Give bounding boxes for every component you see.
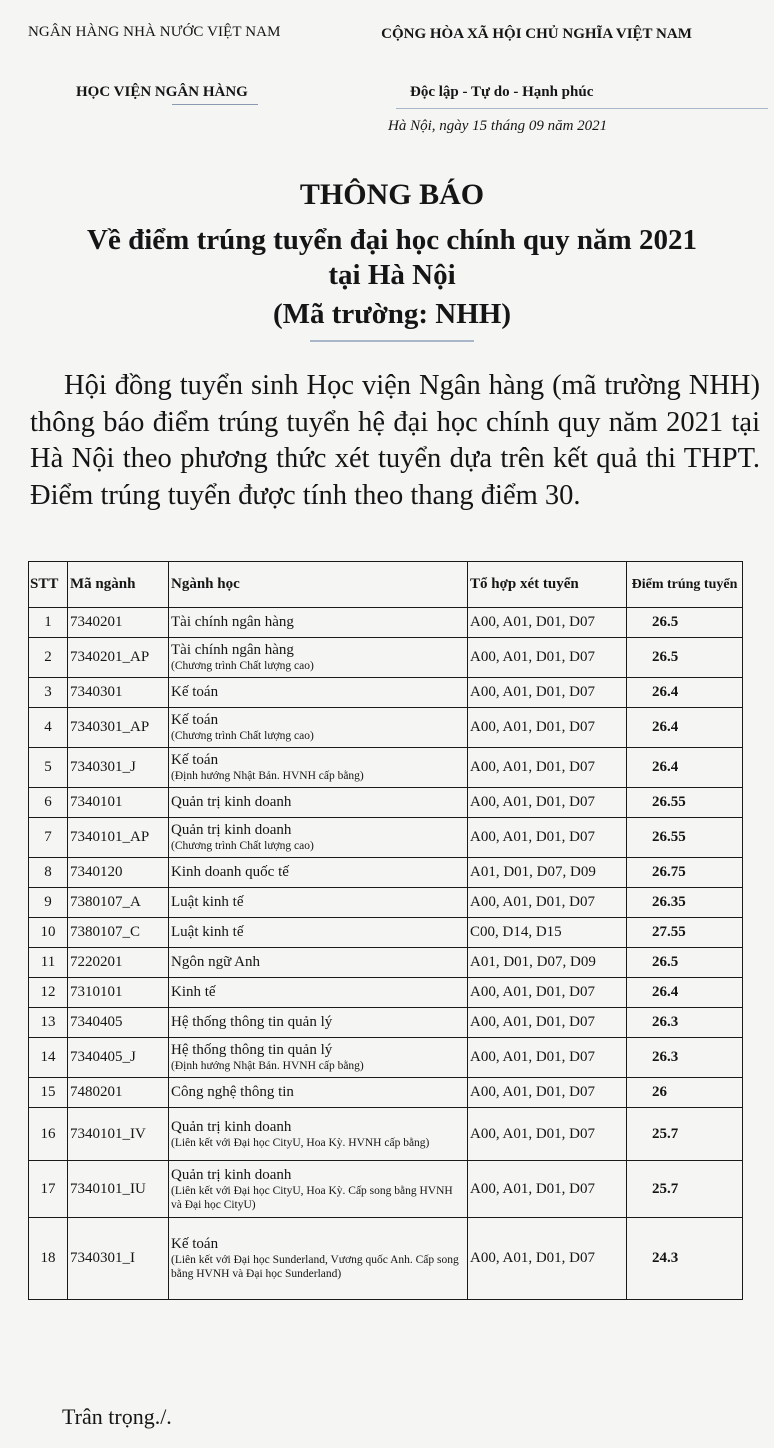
cell-combo: C00, D14, D15 — [468, 918, 627, 948]
table-row — [29, 948, 743, 978]
cell-code: 7220201 — [68, 948, 169, 978]
cell-stt: 1 — [29, 608, 68, 638]
cell-score: 25.7 — [627, 1108, 743, 1161]
cell-code: 7380107_A — [68, 888, 169, 918]
table-header-row — [29, 562, 743, 608]
motto-underline — [396, 108, 768, 109]
cell-code: 7340301_J — [68, 748, 169, 788]
major-name: Luật kinh tế — [171, 894, 244, 910]
table-row — [29, 638, 743, 678]
academy-underline — [172, 104, 258, 105]
major-name: Kế toán — [171, 752, 219, 768]
table-row — [29, 918, 743, 948]
cell-stt: 9 — [29, 888, 68, 918]
cell-major — [169, 678, 468, 708]
cell-major — [169, 948, 468, 978]
cell-score: 26 — [627, 1078, 743, 1108]
cell-score: 26.3 — [627, 1038, 743, 1078]
cell-major — [169, 1161, 468, 1218]
cell-stt: 5 — [29, 748, 68, 788]
cell-score: 27.55 — [627, 918, 743, 948]
cell-score: 26.5 — [627, 608, 743, 638]
cell-combo: A00, A01, D01, D07 — [468, 1008, 627, 1038]
cell-major — [169, 1218, 468, 1300]
major-note: (Định hướng Nhật Bản. HVNH cấp bằng) — [171, 770, 364, 782]
major-name: Luật kinh tế — [171, 924, 244, 940]
major-name: Hệ thống thông tin quản lý — [171, 1042, 333, 1058]
table-row — [29, 748, 743, 788]
major-note: (Liên kết với Đại học CityU, Hoa Kỳ. Cấp song bằng HVNH và Đại học CityU) — [171, 1184, 453, 1211]
cell-code: 7340101_IU — [68, 1161, 169, 1218]
notice-subject: Về điểm trúng tuyển đại học chính quy năm 2021 — [87, 224, 697, 256]
table-row — [29, 608, 743, 638]
table-row — [29, 1161, 743, 1218]
table-row — [29, 858, 743, 888]
cell-code: 7310101 — [68, 978, 169, 1008]
cell-combo: A00, A01, D01, D07 — [468, 818, 627, 858]
cell-stt: 4 — [29, 708, 68, 748]
header-major: Ngành học — [169, 562, 468, 608]
major-name: Quản trị kinh doanh — [171, 1118, 292, 1135]
cell-stt: 2 — [29, 638, 68, 678]
cell-major — [169, 918, 468, 948]
title-underline — [310, 340, 474, 342]
major-name: Ngôn ngữ Anh — [171, 954, 260, 970]
cell-combo: A00, A01, D01, D07 — [468, 708, 627, 748]
cell-code: 7340201 — [68, 608, 169, 638]
cell-code: 7340101_AP — [68, 818, 169, 858]
table-row — [29, 1008, 743, 1038]
table-row — [29, 678, 743, 708]
header-score: Điểm trúng tuyển — [627, 562, 743, 608]
cell-stt: 14 — [29, 1038, 68, 1078]
notice-location: tại Hà Nội — [328, 259, 456, 291]
header-combo: Tổ hợp xét tuyển — [468, 562, 627, 608]
table-row — [29, 888, 743, 918]
cell-combo: A00, A01, D01, D07 — [468, 1218, 627, 1300]
cell-score: 26.4 — [627, 748, 743, 788]
table-row — [29, 1078, 743, 1108]
cell-stt: 15 — [29, 1078, 68, 1108]
cell-score: 26.5 — [627, 948, 743, 978]
table-row — [29, 818, 743, 858]
cell-stt: 10 — [29, 918, 68, 948]
table-row — [29, 788, 743, 818]
cell-score: 24.3 — [627, 1218, 743, 1300]
cell-combo: A00, A01, D01, D07 — [468, 1108, 627, 1161]
major-name: Kế toán — [171, 1236, 219, 1252]
cell-stt: 13 — [29, 1008, 68, 1038]
cell-combo: A00, A01, D01, D07 — [468, 748, 627, 788]
cell-combo: A00, A01, D01, D07 — [468, 608, 627, 638]
cell-major — [169, 748, 468, 788]
major-name: Kế toán — [171, 684, 219, 700]
cell-combo: A00, A01, D01, D07 — [468, 638, 627, 678]
cell-stt: 8 — [29, 858, 68, 888]
republic-name: CỘNG HÒA XÃ HỘI CHỦ NGHĨA VIỆT NAM — [381, 26, 692, 42]
major-note: (Chương trình Chất lượng cao) — [171, 840, 314, 852]
major-name: Công nghệ thông tin — [171, 1084, 294, 1100]
table-row — [29, 978, 743, 1008]
academy-name: HỌC VIỆN NGÂN HÀNG — [76, 84, 248, 100]
cell-combo: A00, A01, D01, D07 — [468, 678, 627, 708]
table-row — [29, 1108, 743, 1161]
cell-code: 7340301 — [68, 678, 169, 708]
cell-score: 26.55 — [627, 788, 743, 818]
cell-score: 26.55 — [627, 818, 743, 858]
major-name: Kinh doanh quốc tế — [171, 864, 289, 880]
major-name: Tài chính ngân hàng — [171, 614, 294, 630]
cell-score: 26.4 — [627, 708, 743, 748]
cell-stt: 7 — [29, 818, 68, 858]
major-name: Kinh tế — [171, 984, 216, 1000]
cell-code: 7340201_AP — [68, 638, 169, 678]
major-note: (Liên kết với Đại học Sunderland, Vương quốc Anh. Cấp song bằng HVNH và Đại học Sunderland) — [171, 1254, 459, 1280]
national-motto: Độc lập - Tự do - Hạnh phúc — [410, 84, 594, 100]
cell-stt: 3 — [29, 678, 68, 708]
notice-title: THÔNG BÁO — [299, 178, 485, 211]
issue-date: Hà Nội, ngày 15 tháng 09 năm 2021 — [388, 118, 608, 134]
cell-major — [169, 708, 468, 748]
major-note: (Định hướng Nhật Bản. HVNH cấp bằng) — [171, 1060, 364, 1072]
cell-code: 7340301_AP — [68, 708, 169, 748]
major-name: Quản trị kinh doanh — [171, 1166, 292, 1183]
cell-code: 7380107_C — [68, 918, 169, 948]
cell-code: 7340301_I — [68, 1218, 169, 1300]
cell-major — [169, 1108, 468, 1161]
cell-combo: A01, D01, D07, D09 — [468, 858, 627, 888]
cell-major — [169, 1078, 468, 1108]
closing-remark: Trân trọng./. — [62, 1404, 172, 1429]
major-name: Quản trị kinh doanh — [171, 794, 292, 810]
major-note: (Liên kết với Đại học CityU, Hoa Kỳ. HVNH cấp bằng) — [171, 1136, 430, 1149]
cell-stt: 17 — [29, 1161, 68, 1218]
major-name: Quản trị kinh doanh — [171, 822, 292, 838]
table-row — [29, 708, 743, 748]
cell-major — [169, 608, 468, 638]
cell-score: 26.75 — [627, 858, 743, 888]
cell-major — [169, 818, 468, 858]
cell-stt: 12 — [29, 978, 68, 1008]
cell-major — [169, 858, 468, 888]
cell-code: 7340101_IV — [68, 1108, 169, 1161]
admission-score-table — [28, 561, 743, 1300]
cell-code: 7340405 — [68, 1008, 169, 1038]
cell-code: 7340101 — [68, 788, 169, 818]
cell-major — [169, 638, 468, 678]
cell-score: 25.7 — [627, 1161, 743, 1218]
table-row — [29, 1218, 743, 1300]
cell-score: 26.3 — [627, 1008, 743, 1038]
cell-stt: 6 — [29, 788, 68, 818]
cell-score: 26.35 — [627, 888, 743, 918]
cell-code: 7340405_J — [68, 1038, 169, 1078]
cell-combo: A00, A01, D01, D07 — [468, 1078, 627, 1108]
header-code: Mã ngành — [68, 562, 169, 608]
intro-paragraph: Hội đồng tuyển sinh Học viện Ngân hàng (mã trường NHH) thông báo điểm trúng tuyển hệ đại học chính quy năm 2021 tại Hà Nội theo phương thức xét tuyển dựa trên kết quả thi THPT. Điểm trúng tuyển được tính theo thang điểm 30. — [30, 370, 760, 511]
cell-major — [169, 1038, 468, 1078]
cell-code: 7340120 — [68, 858, 169, 888]
cell-stt: 18 — [29, 1218, 68, 1300]
cell-major — [169, 888, 468, 918]
header-stt: STT — [29, 562, 68, 608]
cell-major — [169, 788, 468, 818]
cell-combo: A01, D01, D07, D09 — [468, 948, 627, 978]
cell-score: 26.4 — [627, 978, 743, 1008]
cell-combo: A00, A01, D01, D07 — [468, 978, 627, 1008]
agency-name: NGÂN HÀNG NHÀ NƯỚC VIỆT NAM — [28, 24, 281, 40]
cell-combo: A00, A01, D01, D07 — [468, 1038, 627, 1078]
major-name: Tài chính ngân hàng — [171, 642, 294, 658]
cell-combo: A00, A01, D01, D07 — [468, 888, 627, 918]
cell-stt: 16 — [29, 1108, 68, 1161]
cell-major — [169, 1008, 468, 1038]
cell-combo: A00, A01, D01, D07 — [468, 1161, 627, 1218]
cell-combo: A00, A01, D01, D07 — [468, 788, 627, 818]
cell-major — [169, 978, 468, 1008]
cell-stt: 11 — [29, 948, 68, 978]
cell-score: 26.4 — [627, 678, 743, 708]
table-row — [29, 1038, 743, 1078]
major-name: Kế toán — [171, 712, 219, 728]
cell-score: 26.5 — [627, 638, 743, 678]
school-code: (Mã trường: NHH) — [272, 298, 512, 330]
major-note: (Chương trình Chất lượng cao) — [171, 730, 314, 742]
major-name: Hệ thống thông tin quản lý — [171, 1014, 333, 1030]
major-note: (Chương trình Chất lượng cao) — [171, 660, 314, 672]
cell-code: 7480201 — [68, 1078, 169, 1108]
